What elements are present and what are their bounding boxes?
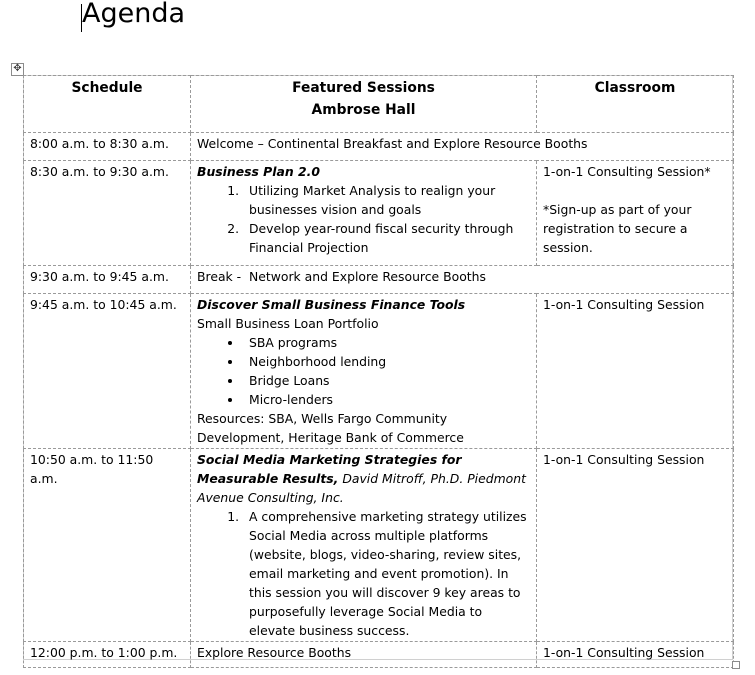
numbered-list bbox=[197, 507, 530, 640]
classroom-cell[interactable]: 1-on-1 Consulting Session bbox=[537, 642, 734, 668]
session-cell[interactable]: Explore Resource Booths bbox=[191, 642, 537, 668]
header-schedule[interactable]: Schedule bbox=[24, 76, 191, 133]
header-row bbox=[24, 76, 734, 133]
table-row bbox=[24, 449, 734, 642]
session-cell[interactable] bbox=[191, 161, 537, 266]
session-cell[interactable] bbox=[191, 449, 537, 642]
document-title[interactable]: Agenda bbox=[82, 0, 186, 29]
list-item: 1. Utilizing Market Analysis to realign your businesses vision and goals bbox=[243, 181, 530, 219]
table-row bbox=[24, 642, 734, 668]
table-row bbox=[24, 133, 734, 161]
session-title: Discover Small Business Finance Tools bbox=[197, 297, 466, 312]
time-cell[interactable]: 10:50 a.m. to 11:50 a.m. bbox=[24, 449, 191, 642]
list-item: 1. A comprehensive marketing strategy utilizes Social Media across multiple platforms (website, blogs, video-sharing, review sites, email marketing and event promotion). In this session you will discover 9 key areas to purposefully leverage Social Media to elevate business success. bbox=[243, 507, 530, 640]
agenda-table bbox=[23, 75, 734, 668]
list-item: • Micro-lenders bbox=[243, 390, 530, 409]
classroom-label: 1-on-1 Consulting Session* bbox=[543, 164, 711, 179]
time-cell[interactable]: 9:45 a.m. to 10:45 a.m. bbox=[24, 294, 191, 449]
time-cell[interactable]: 8:00 a.m. to 8:30 a.m. bbox=[24, 133, 191, 161]
table-move-handle-icon[interactable]: ✥ bbox=[11, 63, 24, 76]
table-row bbox=[24, 161, 734, 266]
session-resources: Resources: SBA, Wells Fargo Community Development, Heritage Bank of Commerce bbox=[197, 411, 464, 445]
session-presenter: David Mitroff, Ph.D. Piedmont Avenue Consulting, Inc. bbox=[197, 471, 526, 505]
session-cell[interactable]: Break - Network and Explore Resource Booths bbox=[191, 266, 734, 294]
table-resize-handle[interactable] bbox=[732, 661, 740, 669]
session-cell[interactable] bbox=[191, 294, 537, 449]
table-row bbox=[24, 266, 734, 294]
classroom-note: *Sign-up as part of your registration to secure a session. bbox=[543, 202, 692, 255]
header-sessions-line1: Featured Sessions bbox=[292, 80, 435, 96]
numbered-list bbox=[197, 181, 530, 257]
table-row bbox=[24, 294, 734, 449]
classroom-cell[interactable] bbox=[537, 161, 734, 266]
list-item: • Neighborhood lending bbox=[243, 352, 530, 371]
header-sessions-line2: Ambrose Hall bbox=[311, 102, 416, 118]
time-cell[interactable]: 8:30 a.m. to 9:30 a.m. bbox=[24, 161, 191, 266]
list-item: 2. Develop year-round fiscal security through Financial Projection bbox=[243, 219, 530, 257]
header-classroom[interactable]: Classroom bbox=[537, 76, 734, 133]
classroom-cell[interactable]: 1-on-1 Consulting Session bbox=[537, 294, 734, 449]
time-cell[interactable]: 12:00 p.m. to 1:00 p.m. bbox=[24, 642, 191, 668]
session-cell[interactable]: Welcome – Continental Breakfast and Explore Resource Booths bbox=[191, 133, 734, 161]
session-title: Social Media Marketing Strategies for Measurable Results, bbox=[197, 452, 462, 486]
session-subtitle: Small Business Loan Portfolio bbox=[197, 316, 379, 331]
header-sessions[interactable] bbox=[191, 76, 537, 133]
session-title: Business Plan 2.0 bbox=[197, 164, 320, 179]
list-item: • Bridge Loans bbox=[243, 371, 530, 390]
time-cell[interactable]: 9:30 a.m. to 9:45 a.m. bbox=[24, 266, 191, 294]
classroom-cell[interactable]: 1-on-1 Consulting Session bbox=[537, 449, 734, 642]
bullet-list bbox=[197, 333, 530, 409]
list-item: • SBA programs bbox=[243, 333, 530, 352]
